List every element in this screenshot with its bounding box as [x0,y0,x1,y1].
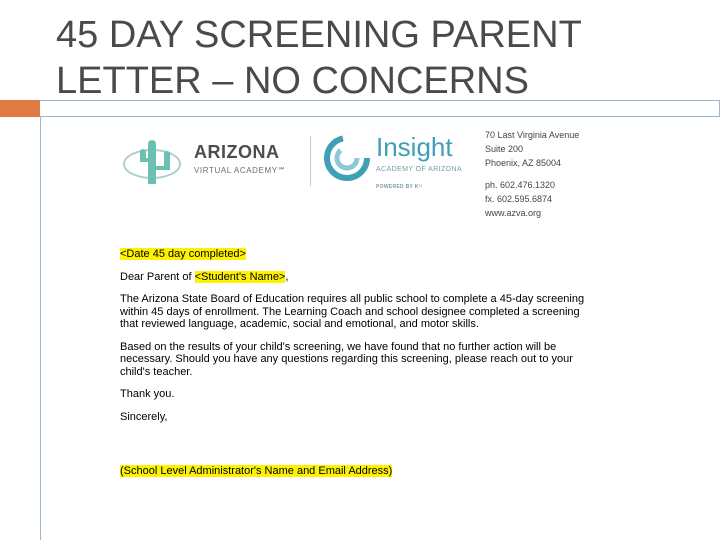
slide-title [56,12,696,104]
slide-title-line1: 45 DAY SCREENING PARENT [56,14,582,56]
letter-body [120,248,590,488]
slide-title-line2: LETTER – NO CONCERNS [56,60,529,102]
cactus-icon [122,130,188,190]
address-suite: Suite 200 [485,144,524,154]
letter-image [110,122,610,532]
closing: Sincerely, [120,410,168,423]
address-phone: ph. 602.476.1320 [485,180,556,190]
school-address [485,128,579,220]
title-rule [40,100,720,117]
salutation: Dear Parent of <Student's Name>, [120,270,289,283]
address-city: Phoenix, AZ 85004 [485,158,562,168]
paragraph-requirement: The Arizona State Board of Education requires all public school to complete a 45-day screening within 45 days of enrollment. The Learning Coach and school designee completed a screening that reviewed language, academic, social and emotional, and motor skills. [120,293,585,330]
student-name-placeholder: <Student's Name> [194,270,286,283]
address-web: www.azva.org [485,208,542,218]
powered-by-label: POWERED BY K¹² [376,184,423,190]
virtual-academy-label: VIRTUAL ACADEMY℠ [194,166,287,175]
accent-block [0,100,40,117]
insight-swirl-icon [320,130,374,190]
address-fax: fx. 602.595.6874 [485,194,553,204]
insight-wordmark: Insight [376,132,453,162]
arizona-virtual-academy-logo [122,130,302,190]
side-line [40,117,41,540]
logo-divider [310,136,311,186]
insight-academy-logo [320,128,480,196]
signature-placeholder: (School Level Administrator's Name and Email Address) [120,465,393,477]
thank-you: Thank you. [120,388,175,400]
paragraph-results: Based on the results of your child's screening, we have found that no further action will be necessary. Should you have any questions regarding this screening, please reach out to your child's teacher. [120,340,573,378]
arizona-wordmark: ARIZONA [194,142,280,162]
address-street: 70 Last Virginia Avenue [485,130,580,140]
date-placeholder: <Date 45 day completed> [120,248,246,260]
insight-sub-label: ACADEMY OF ARIZONA [376,166,463,173]
